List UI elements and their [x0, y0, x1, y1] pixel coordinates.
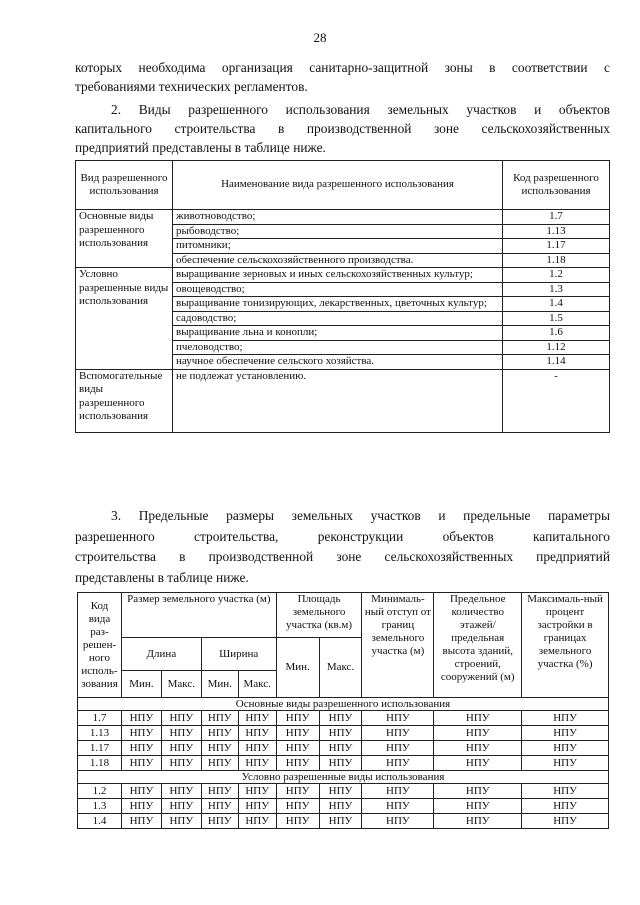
cell: НПУ: [201, 711, 238, 726]
permitted-use-table: [75, 160, 610, 433]
header-code: Код вида раз-решен-ного исполь-зования: [78, 593, 122, 698]
header-length-max: Макс.: [161, 671, 201, 698]
cell: НПУ: [319, 814, 362, 829]
cell: НПУ: [238, 711, 276, 726]
cell: НПУ: [276, 799, 319, 814]
cell: НПУ: [121, 726, 161, 741]
use-name: выращивание льна и конопли;: [173, 326, 503, 341]
paragraph-3: [75, 506, 610, 588]
cell: НПУ: [201, 756, 238, 771]
page-number: 28: [313, 30, 327, 45]
text-line: 2. Виды разрешенного использования земельных участков и объектов: [111, 102, 610, 117]
cell: НПУ: [276, 814, 319, 829]
use-name: садоводство;: [173, 311, 503, 326]
table-row: [76, 210, 610, 225]
use-code: 1.5: [503, 311, 610, 326]
table-row: [76, 369, 610, 432]
use-code: 1.7: [503, 210, 610, 225]
cell: НПУ: [121, 741, 161, 756]
header-length: Длина: [121, 638, 201, 671]
cell: НПУ: [522, 799, 609, 814]
text-line: капитального строительства в производственной зоне сельскохозяйственных: [75, 121, 610, 136]
cell: НПУ: [161, 756, 201, 771]
header-width-min: Мин.: [201, 671, 238, 698]
cell: НПУ: [238, 784, 276, 799]
cell: НПУ: [238, 756, 276, 771]
category-conditional: Условно разрешенные виды использования: [76, 268, 173, 370]
cell: НПУ: [276, 741, 319, 756]
cell: НПУ: [238, 726, 276, 741]
text-line: представлены в таблице ниже.: [75, 569, 249, 585]
use-code: 1.4: [503, 297, 610, 312]
cell: НПУ: [319, 784, 362, 799]
cell: НПУ: [319, 741, 362, 756]
header-area-max: Макс.: [319, 638, 362, 698]
cell: НПУ: [434, 711, 522, 726]
use-name: питомники;: [173, 239, 503, 254]
cell: НПУ: [319, 799, 362, 814]
table-row: [78, 814, 609, 829]
row-code: 1.13: [78, 726, 122, 741]
cell: НПУ: [522, 784, 609, 799]
use-name: рыбоводство;: [173, 224, 503, 239]
cell: НПУ: [238, 741, 276, 756]
cell: НПУ: [161, 711, 201, 726]
use-code: 1.3: [503, 282, 610, 297]
cell: НПУ: [522, 726, 609, 741]
section-title: Основные виды разрешенного использования: [78, 698, 609, 711]
cell: НПУ: [319, 726, 362, 741]
header-use-code: Код разрешенного использования: [503, 161, 610, 210]
table-row: [76, 268, 610, 283]
use-name: обеспечение сельскохозяйственного производства.: [173, 253, 503, 268]
cell: НПУ: [522, 741, 609, 756]
header-area: Площадь земельного участка (кв.м): [276, 593, 362, 638]
use-code: 1.2: [503, 268, 610, 283]
header-coverage: Максималь-ный процент застройки в границах земельного участка (%): [522, 593, 609, 698]
cell: НПУ: [161, 784, 201, 799]
table-row: [78, 799, 609, 814]
cell: НПУ: [362, 756, 434, 771]
row-code: 1.7: [78, 711, 122, 726]
cell: НПУ: [161, 726, 201, 741]
row-code: 1.4: [78, 814, 122, 829]
use-name: овощеводство;: [173, 282, 503, 297]
cell: НПУ: [362, 726, 434, 741]
cell: НПУ: [121, 711, 161, 726]
text-line: требованиями технических регламентов.: [75, 79, 308, 94]
use-code: -: [503, 369, 610, 432]
cell: НПУ: [161, 814, 201, 829]
cell: НПУ: [201, 726, 238, 741]
cell: НПУ: [319, 756, 362, 771]
table-row: [78, 756, 609, 771]
header-floors: Предельное количество этажей/ предельная высота зданий, строений, сооружений (м): [434, 593, 522, 698]
intro-paragraph: [75, 58, 610, 96]
parameters-table: [77, 592, 609, 829]
table-header-row: [76, 161, 610, 210]
table-row: [78, 711, 609, 726]
use-name: пчеловодство;: [173, 340, 503, 355]
cell: НПУ: [362, 814, 434, 829]
row-code: 1.3: [78, 799, 122, 814]
cell: НПУ: [434, 799, 522, 814]
section-title: Условно разрешенные виды использования: [78, 771, 609, 784]
use-name: не подлежат установлению.: [173, 369, 503, 432]
cell: НПУ: [121, 756, 161, 771]
header-area-min: Мин.: [276, 638, 319, 698]
use-name: выращивание тонизирующих, лекарственных, цветочных культур;: [173, 297, 503, 312]
row-code: 1.2: [78, 784, 122, 799]
cell: НПУ: [121, 814, 161, 829]
cell: НПУ: [121, 799, 161, 814]
cell: НПУ: [362, 784, 434, 799]
section-row: [78, 771, 609, 784]
header-width: Ширина: [201, 638, 276, 671]
cell: НПУ: [522, 711, 609, 726]
cell: НПУ: [434, 814, 522, 829]
use-name: выращивание зерновых и иных сельскохозяйственных культур;: [173, 268, 503, 283]
cell: НПУ: [362, 799, 434, 814]
cell: НПУ: [276, 726, 319, 741]
table-row: [78, 726, 609, 741]
header-size: Размер земельного участка (м): [121, 593, 276, 638]
header-use-type: Вид разрешенного использования: [76, 161, 173, 210]
cell: НПУ: [319, 711, 362, 726]
cell: НПУ: [201, 741, 238, 756]
cell: НПУ: [238, 799, 276, 814]
use-code: 1.13: [503, 224, 610, 239]
cell: НПУ: [276, 756, 319, 771]
cell: НПУ: [161, 741, 201, 756]
cell: НПУ: [522, 814, 609, 829]
cell: НПУ: [434, 726, 522, 741]
use-code: 1.17: [503, 239, 610, 254]
cell: НПУ: [161, 799, 201, 814]
header-use-name: Наименование вида разрешенного использования: [173, 161, 503, 210]
cell: НПУ: [434, 756, 522, 771]
header-length-min: Мин.: [121, 671, 161, 698]
cell: НПУ: [121, 784, 161, 799]
cell: НПУ: [201, 814, 238, 829]
use-code: 1.18: [503, 253, 610, 268]
header-setback: Минималь-ный отступ от границ земельного участка (м): [362, 593, 434, 698]
cell: НПУ: [362, 741, 434, 756]
table-header-row: [78, 593, 609, 638]
use-code: 1.12: [503, 340, 610, 355]
use-code: 1.14: [503, 355, 610, 370]
cell: НПУ: [276, 784, 319, 799]
text-line: строительства в производственной зоне сельскохозяйственных предприятий: [75, 549, 610, 564]
table-row: [78, 784, 609, 799]
cell: НПУ: [522, 756, 609, 771]
cell: НПУ: [434, 741, 522, 756]
table-row: [78, 741, 609, 756]
cell: НПУ: [201, 784, 238, 799]
text-line: разрешенного строительства, реконструкции объектов капитального: [75, 528, 610, 544]
text-line: 3. Предельные размеры земельных участков и предельные параметры: [111, 508, 610, 523]
cell: НПУ: [276, 711, 319, 726]
row-code: 1.18: [78, 756, 122, 771]
use-name: научное обеспечение сельского хозяйства.: [173, 355, 503, 370]
cell: НПУ: [238, 814, 276, 829]
text-line: которых необходима организация санитарно-защитной зоны в соответствии с: [75, 60, 610, 75]
row-code: 1.17: [78, 741, 122, 756]
use-code: 1.6: [503, 326, 610, 341]
text-line: предприятий представлены в таблице ниже.: [75, 140, 326, 155]
category-auxiliary: Вспомогательные виды разрешенного использования: [76, 369, 173, 432]
use-name: животноводство;: [173, 210, 503, 225]
cell: НПУ: [434, 784, 522, 799]
category-main: Основные виды разрешенного использования: [76, 210, 173, 268]
header-width-max: Макс.: [238, 671, 276, 698]
paragraph-2: [75, 100, 610, 157]
section-row: [78, 698, 609, 711]
cell: НПУ: [362, 711, 434, 726]
cell: НПУ: [201, 799, 238, 814]
